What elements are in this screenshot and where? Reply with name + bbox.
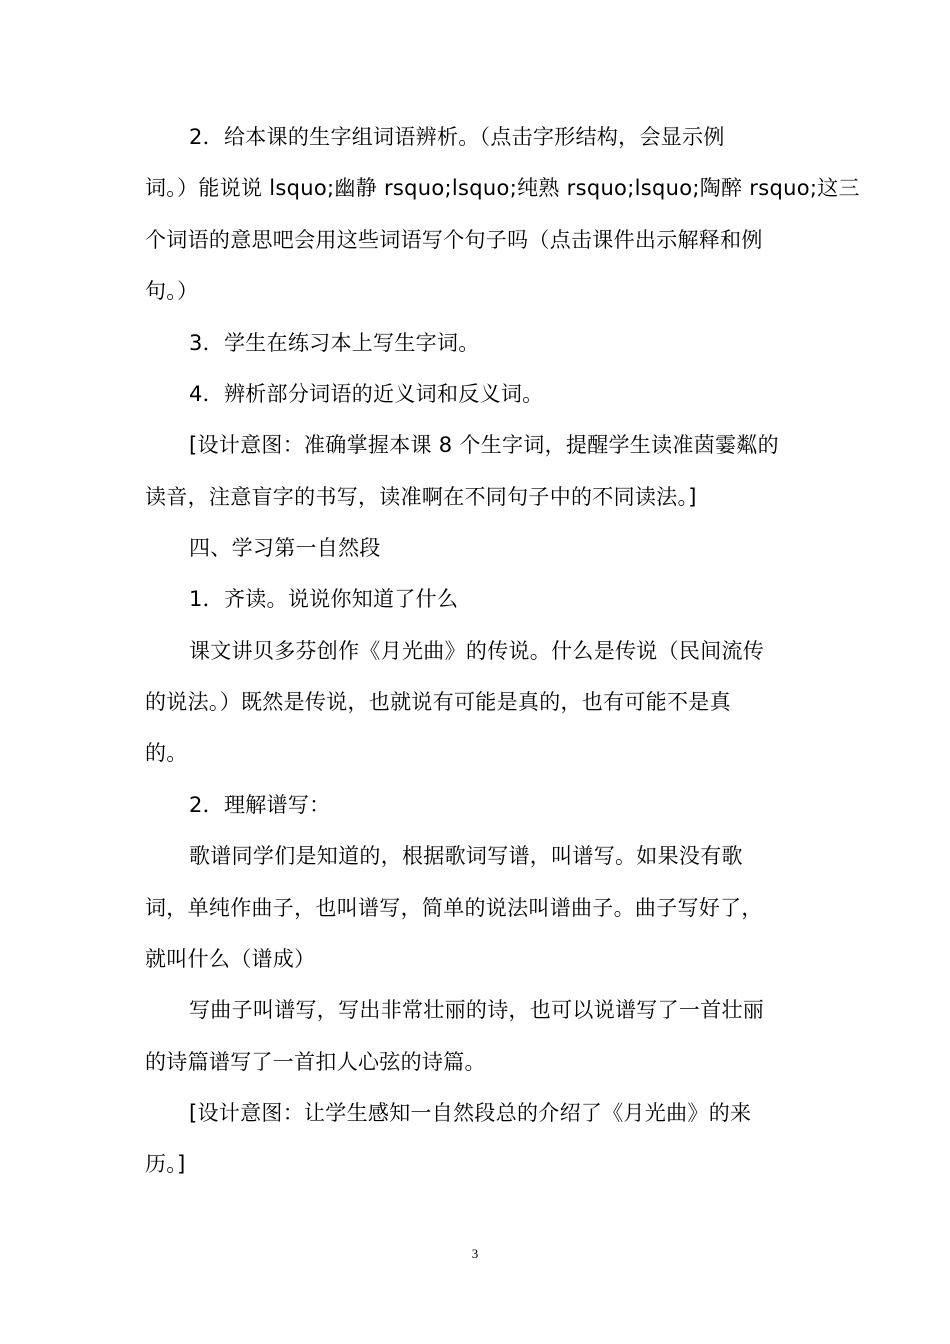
text-line: 写曲子叫谱写，写出非常壮丽的诗，也可以说谱写了一首壮丽 [189, 998, 765, 1022]
text-line: 个词语的意思吧会用这些词语写个句子吗（点击课件出示解释和例 [145, 228, 763, 252]
page-number: 3 [471, 1246, 479, 1261]
text-line: 的诗篇谱写了一首扣人心弦的诗篇。 [145, 1050, 486, 1074]
text-line: 读音，注意盲字的书写，读准啊在不同句子中的不同读法。] [145, 485, 697, 509]
text-line: 词，单纯作曲子，也叫谱写，简单的说法叫谱曲子。曲子写好了， [145, 896, 763, 920]
text-line: [设计意图：让学生感知一自然段总的介绍了《月光曲》的来 [189, 1101, 752, 1125]
text-line: 1．齐读。说说你知道了什么 [189, 587, 459, 611]
text-line: 句。） [145, 279, 199, 303]
text-line: 的。 [145, 741, 188, 765]
text-line: 词。）能说说 lsquo;幽静 rsquo;lsquo;纯熟 rsquo;lsquo;陶醉 rsquo;这三 [145, 176, 860, 200]
text-line: [设计意图：准确掌握本课 8 个生字词，提醒学生读准茵霎粼的 [189, 433, 779, 457]
text-line: 就叫什么（谱成） [145, 947, 316, 971]
text-line: 课文讲贝多芬创作《月光曲》的传说。什么是传说（民间流传 [189, 639, 765, 663]
section-heading: 四、学习第一自然段 [189, 536, 381, 560]
text-line: 2．给本课的生字组词语辨析。（点击字形结构，会显示例 [189, 125, 725, 149]
text-line: 3．学生在练习本上写生字词。 [189, 331, 480, 355]
text-line: 2．理解谱写： [189, 793, 331, 817]
text-line: 的说法。）既然是传说，也就说有可能是真的，也有可能不是真 [145, 690, 731, 714]
text-line: 歌谱同学们是知道的，根据歌词写谱，叫谱写。如果没有歌 [189, 844, 743, 868]
text-line: 4．辨析部分词语的近义词和反义词。 [189, 382, 544, 406]
text-line: 历。] [145, 1152, 186, 1176]
